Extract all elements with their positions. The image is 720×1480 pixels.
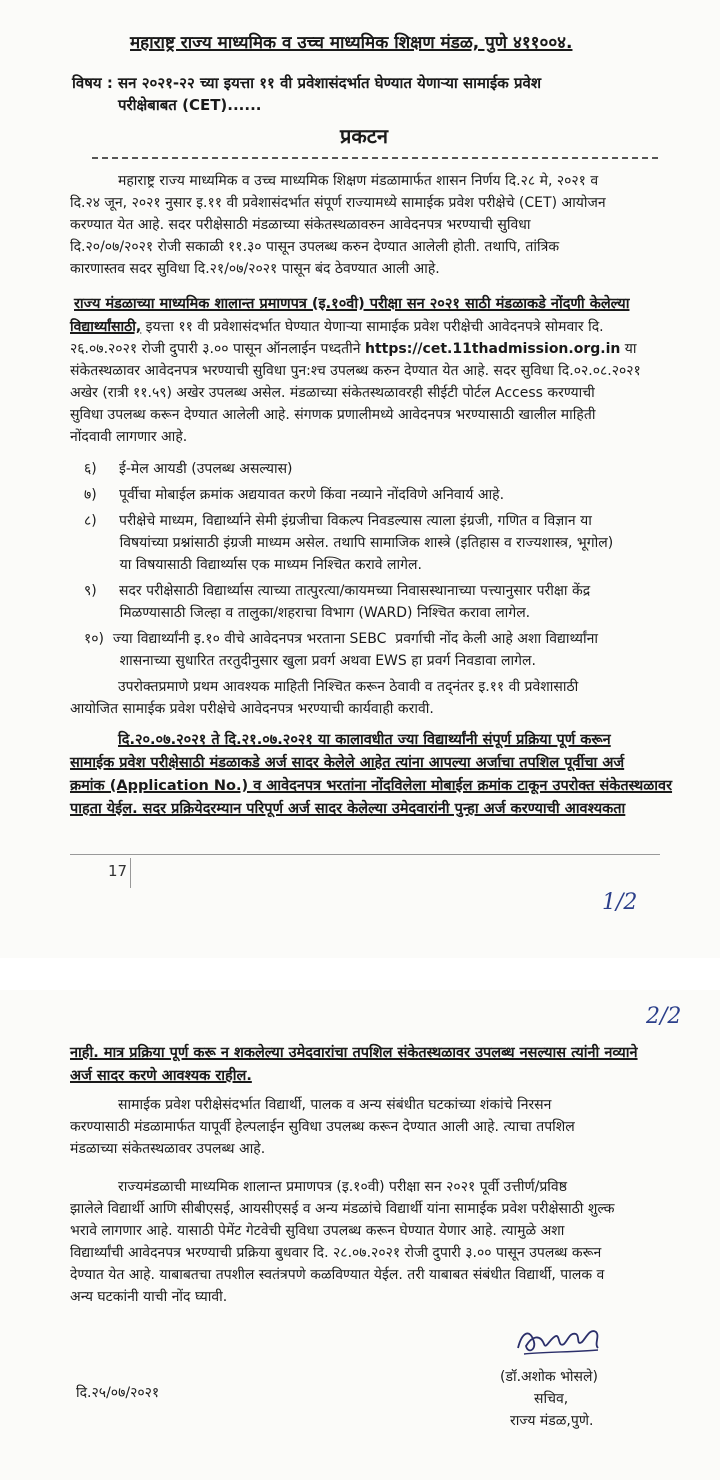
p2-bold-line: अर्ज सादर करणे आवश्यक राहील. <box>70 1068 252 1084</box>
para1-line: कारणास्तव सदर सुविधा दि.२१/०७/२०२१ पासून बंद ठेवण्यात आली आहे. <box>70 261 440 277</box>
p2-para2-line: सामाईक प्रवेश परीक्षेसंदर्भात विद्यार्थी, पालक व अन्य संबंधीत घटकांच्या शंकांचे निरसन <box>118 1097 552 1113</box>
p2-para3-line: राज्यमंडळाची माध्यमिक शालान्त प्रमाणपत्र (इ.१०वी) परीक्षा सन २०२१ पूर्वी उत्तीर्ण/प्रविष्ठ <box>118 1179 567 1195</box>
page-gap <box>0 958 720 990</box>
para2-line <box>70 318 604 336</box>
list-item: ८) परीक्षेचे माध्यम, विद्यार्थ्याने सेमी इंग्रजीचा विकल्प निवडल्यास त्याला इंग्रजी, गणित व विज्ञान या <box>84 513 592 529</box>
footer-divider <box>70 854 660 855</box>
p2-para2-line: करण्यासाठी मंडळामार्फत यापूर्वी हेल्पलाईन सुविधा उपलब्ध करून देण्यात आली आहे. त्याचा तपशिल <box>70 1119 575 1135</box>
subject-line-1: विषय : सन २०२१-२२ च्या इयत्ता ११ वी प्रवेशासंदर्भात घेण्यात येणाऱ्या सामाईक प्रवेश <box>72 74 542 92</box>
para4-bold-line: क्रमांक (Application No.) व आवेदनपत्र भरतांना नोंदविलेला मोबाईल क्रमांक टाकून उपरोक्त संकेतस्थळावर <box>70 778 673 794</box>
para2-line: संकेतस्थळावर आवेदनपत्र भरण्याची सुविधा पुन:श्च उपलब्ध करुन देण्यात येत आहे. सदर सुविधा दि.०२.०८.२०२१ <box>70 363 641 379</box>
para2-line3b: या <box>620 341 637 357</box>
para3-line: उपरोक्तप्रमाणे प्रथम आवश्यक माहिती निश्चित करून ठेवावी व तद्नंतर इ.११ वी प्रवेशासाठी <box>118 679 579 695</box>
p2-para3-line: देण्यात येत आहे. याबाबतचा तपशील स्वतंत्रपणे कळविण्यात येईल. तरी याबाबत संबंधीत विद्यार्थी, पालक व <box>70 1267 605 1283</box>
para1-line: महाराष्ट्र राज्य माध्यमिक व उच्च माध्यमिक शिक्षण मंडळामार्फत शासन निर्णय दि.२८ मे, २०२१ व <box>118 173 599 189</box>
issue-date: दि.२५/०७/२०२१ <box>76 1385 160 1401</box>
list-item: १०) ज्या विद्यार्थ्यांनी इ.१० वीचे आवेदनपत्र भरताना SEBC प्रवर्गाची नोंद केली आहे अशा विद्यार्थ्यांना <box>84 631 598 647</box>
para2-line3a: २६.०७.२०२१ रोजी दुपारी ३.०० पासून ऑनलाईन पध्दतीने <box>70 341 366 357</box>
footer-page-bar <box>130 858 131 888</box>
list-item: ६) ई-मेल आयडी (उपलब्ध असल्यास) <box>84 461 293 477</box>
para2-bold-line: राज्य मंडळाच्या माध्यमिक शालान्त प्रमाणपत्र (इ.१०वी) परीक्षा सन २०२१ साठी मंडळाकडे नोंदणी केलेल्या <box>74 296 630 312</box>
para3-line: आयोजित सामाईक प्रवेश परीक्षेचे आवेदनपत्र भरण्याची कार्यवाही करावी. <box>70 701 434 717</box>
p2-bold-line: नाही. मात्र प्रक्रिया पूर्ण करू न शकलेल्या उमेदवारांचा तपशिल संकेतस्थळावर उपलब्ध नसल्यास त्यांनी नव्याने <box>70 1045 638 1061</box>
para4-bold-line: पाहता येईल. सदर प्रक्रियेदरम्यान परिपूर्ण अर्ज सादर केलेल्या उमेदवारांनी पुन्हा अर्ज करण्याची आवश्यकता <box>70 801 626 817</box>
subject-line-2: परीक्षेबाबत (CET)...... <box>118 96 262 114</box>
signatory-name: (डॉ.अशोक भोसले) <box>500 1369 598 1385</box>
list-item-cont: विषयांच्या प्रश्नांसाठी इंग्रजी माध्यम असेल. तथापि सामाजिक शास्त्रे (इतिहास व राज्यशास्त्र, भूगोल) <box>84 535 614 551</box>
notice-page-2 <box>0 990 720 1480</box>
board-header: महाराष्ट्र राज्य माध्यमिक व उच्च माध्यमिक शिक्षण मंडळ, पुणे ४११००४. <box>130 33 573 53</box>
list-item-cont: शासनाच्या सुधारित तरतुदीनुसार खुला प्रवर्ग अथवा EWS हा प्रवर्ग निवडावा लागेल. <box>84 653 536 669</box>
footer-page-number: 17 <box>108 862 128 880</box>
p2-para3-line: झालेले विद्यार्थी आणि सीबीएसई, आयसीएसई व अन्य मंडळांचे विद्यार्थी यांना सामाईक प्रवेश परीक्षेसाठी शुल्क <box>70 1201 615 1217</box>
para2-line: सुविधा उपलब्ध करून देण्यात आलेली आहे. संगणक प्रणालीमध्ये आवेदनपत्र भरण्यासाठी खालील माहिती <box>70 407 596 423</box>
p2-para2-line: मंडळाच्या संकेतस्थळावर उपलब्ध आहे. <box>70 1141 266 1157</box>
para1-line: करण्यात येत आहे. सदर परीक्षेसाठी मंडळाच्या संकेतस्थळावरुन आवेदनपत्र भरण्याची सुविधा <box>70 217 531 233</box>
list-item: ७) पूर्वीचा मोबाईल क्रमांक अद्ययावत करणे किंवा नव्याने नोंदविणे अनिवार्य आहे. <box>84 487 505 503</box>
cet-portal-url: https://cet.11thadmission.org.in <box>365 341 621 357</box>
p2-para3-line: अन्य घटकांनी याची नोंद घ्यावी. <box>70 1289 228 1305</box>
para2-bold-students: विद्यार्थ्यांसाठी, <box>70 319 142 335</box>
handwritten-page-marker: 2/2 <box>646 1004 682 1029</box>
signatory-designation: सचिव, <box>534 1391 569 1407</box>
list-item: ९) सदर परीक्षेसाठी विद्यार्थ्यास त्याच्या तात्पुरत्या/कायमच्या निवासस्थानाच्या पत्त्यानुसार परीक्षा केंद्र <box>84 583 591 599</box>
signature-icon <box>514 1318 604 1366</box>
para1-line: दि.२४ जून, २०२१ नुसार इ.११ वी प्रवेशासंदर्भात संपूर्ण राज्यामध्ये सामाईक प्रवेश परीक्षेचे (CET) आयोजन <box>70 195 606 211</box>
para2-line <box>70 340 637 358</box>
para2-rest: इयत्ता ११ वी प्रवेशासंदर्भात घेण्यात येणाऱ्या सामाईक प्रवेश परीक्षेची आवेदनपत्रे सोमवार दि. <box>141 319 604 335</box>
p2-para3-line: भरावे लागणार आहे. यासाठी पेमेंट गेटवेची सुविधा उपलब्ध करून घेण्यात येणार आहे. त्यामुळे अशा <box>70 1223 565 1239</box>
title-dashed-divider <box>92 157 658 159</box>
para4-bold-line: सामाईक प्रवेश परीक्षेसाठी मंडळाकडे अर्ज सादर केलेले आहेत त्यांना आपल्या अर्जाचा तपशिल पूर्वीचा अर्ज <box>70 755 625 771</box>
para4-bold-line: दि.२०.०७.२०२१ ते दि.२१.०७.२०२१ या कालावधीत ज्या विद्यार्थ्यांनी संपूर्ण प्रक्रिया पूर्ण करून <box>118 732 611 748</box>
signatory-office: राज्य मंडळ,पुणे. <box>510 1413 594 1429</box>
para1-line: दि.२०/०७/२०२१ रोजी सकाळी ११.३० पासून उपलब्ध करुन देण्यात आलेली होती. तथापि, तांत्रिक <box>70 239 560 255</box>
handwritten-page-marker: 1/2 <box>602 890 638 915</box>
para2-line: अखेर (रात्री ११.५९) अखेर उपलब्ध असेल. मंडळाच्या संकेतस्थळावरही सीईटी पोर्टल Access करण्याची <box>70 385 595 401</box>
p2-para3-line: विद्यार्थ्यांची आवेदनपत्र भरण्याची प्रक्रिया बुधवार दि. २८.०७.२०२१ रोजी दुपारी ३.०० पासून उपलब्ध करून <box>70 1245 602 1261</box>
list-item-cont: या विषयासाठी विद्यार्थ्यास एक माध्यम निश्चित करावे लागेल. <box>84 557 422 573</box>
list-item-cont: मिळण्यासाठी जिल्हा व तालुका/शहराचा विभाग (WARD) निश्चित करावा लागेल. <box>84 605 531 621</box>
para2-line: नोंदवावी लागणार आहे. <box>70 429 188 445</box>
notice-title: प्रकटन <box>340 124 388 148</box>
